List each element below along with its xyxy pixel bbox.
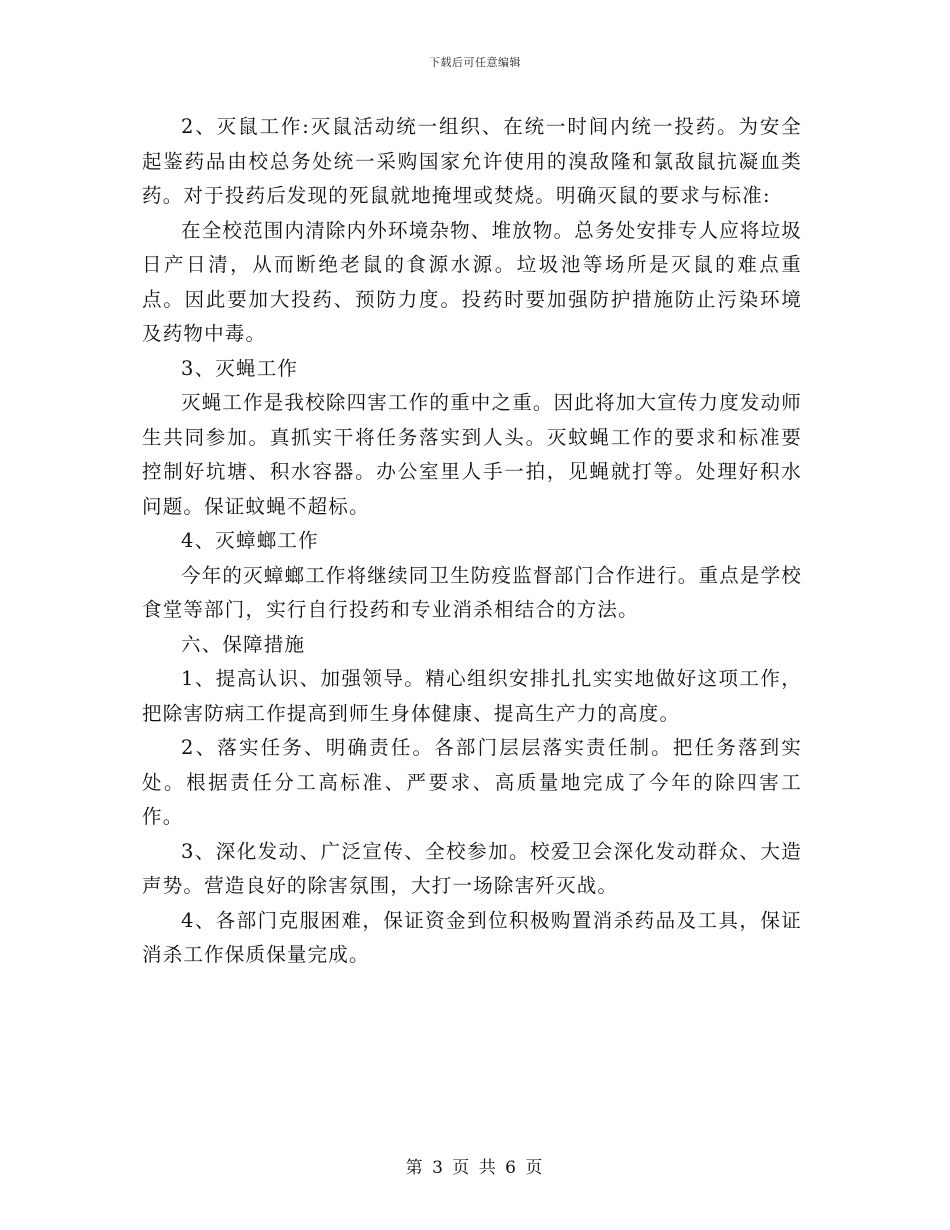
paragraph-measure-4: 4、各部门克服困难，保证资金到位积极购置消杀药品及工具，保证消杀工作保质保量完成。 xyxy=(142,908,802,966)
paragraph-cockroach-control: 今年的灭蟑螂工作将继续同卫生防疫监督部门合作进行。重点是学校食堂等部门，实行自行投药和专业消杀相结合的方法。 xyxy=(142,563,803,621)
paragraph-fly-control: 灭蝇工作是我校除四害工作的重中之重。因此将加大宣传力度发动师生共同参加。真抓实干将任务落实到人头。灭蚊蝇工作的要求和标准要控制好坑塘、积水容器。办公室里人手一拍，见蝇就打等。处理好积水问题。保证蚊蝇不超标。 xyxy=(142,391,803,518)
paragraph-rat-control: 2、灭鼠工作:灭鼠活动统一组织、在统一时间内统一投药。为安全起鉴药品由校总务处统一采购国家允许使用的溴敌隆和氯敌鼠抗凝血类药。对于投药后发现的死鼠就地掩埋或焚烧。明确灭鼠的要求与标准: xyxy=(142,115,802,207)
paragraph-rat-standards: 在全校范围内清除内外环境杂物、堆放物。总务处安排专人应将垃圾日产日清，从而断绝老鼠的食源水源。垃圾池等场所是灭鼠的难点重点。因此要加大投药、预防力度。投药时要加强防护措施防止污染环境及药物中毒。 xyxy=(142,218,803,345)
page-footer: 第 3 页 共 6 页 xyxy=(405,1158,545,1178)
heading-cockroach-control: 4、灭蟑螂工作 xyxy=(181,529,319,552)
paragraph-measure-1: 1、提高认识、加强领导。精心组织安排扎扎实实地做好这项工作，把除害防病工作提高到师生身体健康、提高生产力的高度。 xyxy=(142,667,802,725)
paragraph-measure-2: 2、落实任务、明确责任。各部门层层落实责任制。把任务落到实处。根据责任分工高标准、严要求、高质量地完成了今年的除四害工作。 xyxy=(142,736,802,828)
paragraph-measure-3: 3、深化发动、广泛宣传、全校参加。校爱卫会深化发动群众、大造声势。营造良好的除害氛围，大打一场除害歼灭战。 xyxy=(142,839,802,897)
heading-safeguard-measures: 六、保障措施 xyxy=(181,632,306,656)
document-body xyxy=(142,110,802,973)
page-header: 下载后可任意编辑 xyxy=(429,56,521,69)
heading-fly-control: 3、灭蝇工作 xyxy=(181,356,299,380)
